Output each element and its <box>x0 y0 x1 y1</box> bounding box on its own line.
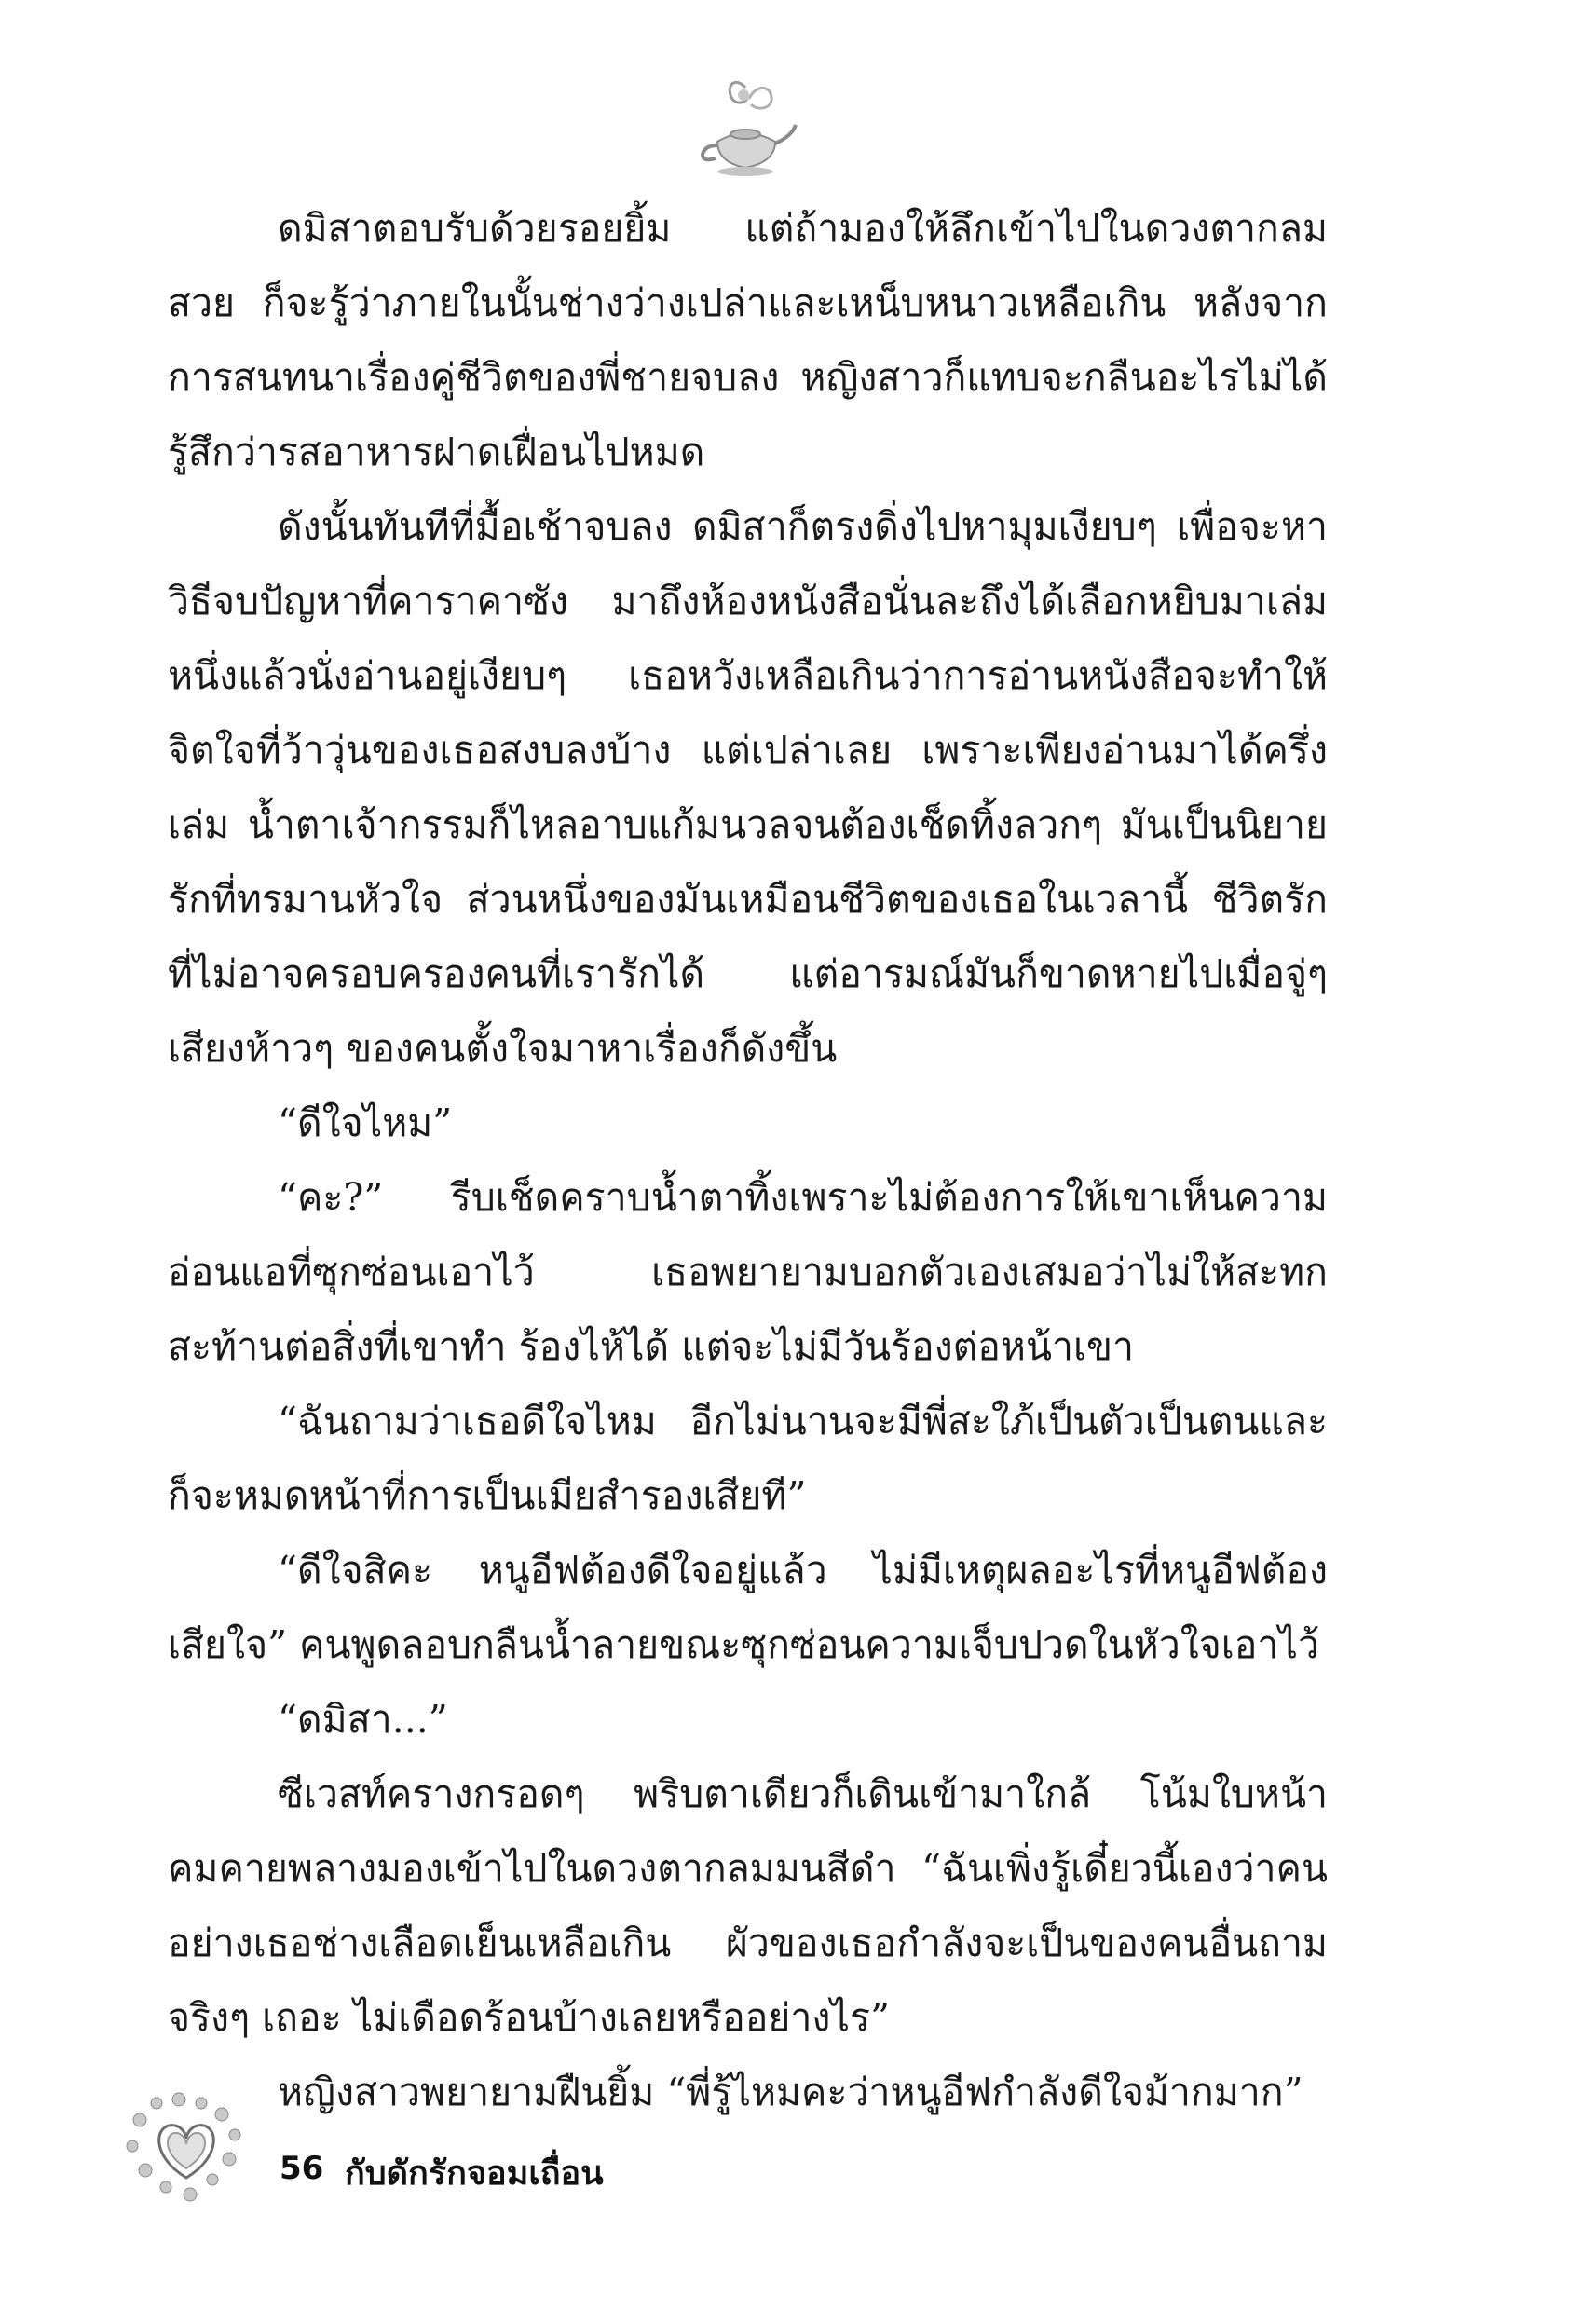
page-footer <box>112 2083 764 2213</box>
book-title: กับดักรักจอมเถื่อน <box>345 2154 604 2193</box>
heart-wreath-icon <box>112 2083 261 2213</box>
paragraph: “ดมิสา...” <box>278 1697 448 1742</box>
paragraph: ดมิสาตอบรับด้วยรอยยิ้ม แต่ถ้ามองให้ลึกเข้าไปในดวงตากลมสวย ก็จะรู้ว่าภายในนั้นช่างว่างเปล่าและเหน็บหนาวเหลือเกิน หลังจากการสนทนาเรื่องคู่ชีวิตของพี่ชายจบลง หญิงสาวก็แทบจะกลืนอะไรไม่ได้ รู้สึกว่ารสอาหารฝาดเฝื่อนไปหมด <box>168 206 1328 474</box>
paragraph: “ฉันถามว่าเธอดีใจไหม อีกไม่นานจะมีพี่สะใภ้เป็นตัวเป็นตนและก็จะหมดหน้าที่การเป็นเมียสำรองเสียที” <box>168 1399 1328 1518</box>
paragraph: “คะ?” รีบเช็ดคราบน้ำตาทิ้งเพราะไม่ต้องการให้เขาเห็นความอ่อนแอที่ซุกซ่อนเอาไว้ เธอพยายามบอกตัวเองเสมอว่าไม่ให้สะทกสะท้านต่อสิ่งที่เขาทำ ร้องไห้ได้ แต่จะไม่มีวันร้องต่อหน้าเขา <box>168 1175 1328 1369</box>
paragraph: หญิงสาวพยายามฝืนยิ้ม “พี่รู้ไหมคะว่าหนูอีฟกำลังดีใจม้ากมาก” <box>278 2070 1303 2114</box>
paragraph: “ดีใจไหม” <box>278 1101 453 1145</box>
paragraph: ดังนั้นทันทีที่มื้อเช้าจบลง ดมิสาก็ตรงดิ่งไปหามุมเงียบๆ เพื่อจะหาวิธีจบปัญหาที่คาราคาซัง มาถึงห้องหนังสือนั่นละถึงได้เลือกหยิบมาเล่มหนึ่งแล้วนั่งอ่านอยู่เงียบๆ เธอหวังเหลือเกินว่าการอ่านหนังสือจะทำให้จิตใจที่ว้าวุ่นของเธอสงบลงบ้าง แต่เปล่าเลย เพราะเพียงอ่านมาได้ครึ่งเล่ม น้ำตาเจ้ากรรมก็ไหลอาบแก้มนวลจนต้องเช็ดทิ้งลวกๆ มันเป็นนิยายรักที่ทรมานหัวใจ ส่วนหนึ่งของมันเหมือนชีวิตของเธอในเวลานี้ ชีวิตรักที่ไม่อาจครอบครองคนที่เรารักได้ แต่อารมณ์มันก็ขาดหายไปเมื่อจู่ๆ เสียงห้าวๆ ของคนตั้งใจมาหาเรื่องก็ดังขึ้น <box>168 504 1328 1071</box>
paragraph: ซีเวสท์ครางกรอดๆ พริบตาเดียวก็เดินเข้ามาใกล้ โน้มใบหน้าคมคายพลางมองเข้าไปในดวงตากลมมนสีดำ “ฉันเพิ่งรู้เดี๋ยวนี้เองว่าคนอย่างเธอช่างเลือดเย็นเหลือเกิน ผัวของเธอกำลังจะเป็นของคนอื่นถามจริงๆ เถอะ ไม่เดือดร้อนบ้างเลยหรืออย่างไร” <box>168 1771 1328 2040</box>
paragraph: “ดีใจสิคะ หนูอีฟต้องดีใจอยู่แล้ว ไม่มีเหตุผลอะไรที่หนูอีฟต้องเสียใจ” คนพูดลอบกลืนน้ำลายขณะซุกซ่อนความเจ็บปวดในหัวใจเอาไว้ <box>168 1548 1328 1667</box>
teapot-fairy-icon <box>689 76 801 179</box>
chapter-text <box>168 191 1328 2129</box>
page-number: 56 <box>280 2150 324 2187</box>
